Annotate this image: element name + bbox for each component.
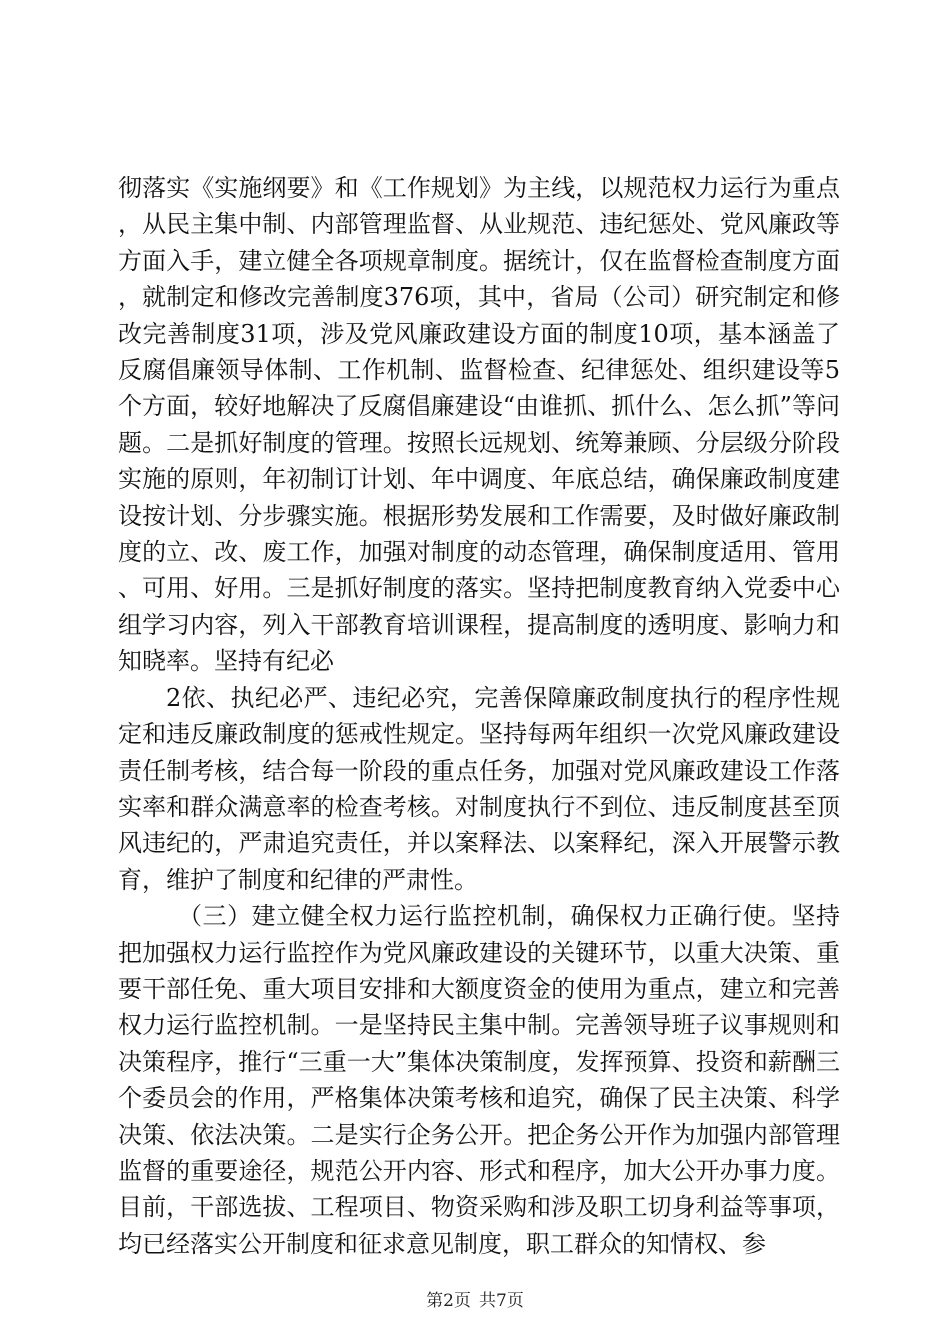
document-body bbox=[118, 170, 840, 1262]
page-total: 共7页 bbox=[479, 1291, 524, 1311]
page-footer bbox=[0, 1286, 950, 1311]
page-number: 第2页 bbox=[426, 1291, 471, 1311]
body-paragraph: 彻落实《实施纲要》和《工作规划》为主线，以规范权力运行为重点，从民主集中制、内部管理监督、从业规范、违纪惩处、党风廉政等方面入手，建立健全各项规章制度。据统计，仅在监督检查制度方面，就制定和修改完善制度376项，其中，省局（公司）研究制定和修改完善制度31项，涉及党风廉政建设方面的制度10项，基本涵盖了反腐倡廉领导体制、工作机制、监督检查、纪律惩处、组织建设等5个方面，较好地解决了反腐倡廉建设“由谁抓、抓什么、怎么抓”等问题。二是抓好制度的管理。按照长远规划、统筹兼顾、分层级分阶段实施的原则，年初制订计划、年中调度、年底总结，确保廉政制度建设按计划、分步骤实施。根据形势发展和工作需要，及时做好廉政制度的立、改、废工作，加强对制度的动态管理，确保制度适用、管用、可用、好用。三是抓好制度的落实。坚持把制度教育纳入党委中心组学习内容，列入干部教育培训课程，提高制度的透明度、影响力和知晓率。坚持有纪必 bbox=[118, 174, 840, 676]
body-paragraph: 2依、执纪必严、违纪必究，完善保障廉政制度执行的程序性规定和违反廉政制度的惩戒性规定。坚持每两年组织一次党风廉政建设责任制考核，结合每一阶段的重点任务，加强对党风廉政建设工作落实率和群众满意率的检查考核。对制度执行不到位、违反制度甚至顶风违纪的，严肃追究责任，并以案释法、以案释纪，深入开展警示教育，维护了制度和纪律的严肃性。 bbox=[118, 683, 840, 894]
body-paragraph: （三）建立健全权力运行监控机制，确保权力正确行使。坚持把加强权力运行监控作为党风廉政建设的关键环节，以重大决策、重要干部任免、重大项目安排和大额度资金的使用为重点，建立和完善权力运行监控机制。一是坚持民主集中制。完善领导班子议事规则和决策程序，推行“三重一大”集体决策制度，发挥预算、投资和薪酬三个委员会的作用，严格集体决策考核和追究，确保了民主决策、科学决策、依法决策。二是实行企务公开。把企务公开作为加强内部管理监督的重要途径，规范公开内容、形式和程序，加大公开办事力度。目前，干部选拔、工程项目、物资采购和涉及职工切身利益等事项，均已经落实公开制度和征求意见制度，职工群众的知情权、参 bbox=[118, 902, 840, 1258]
